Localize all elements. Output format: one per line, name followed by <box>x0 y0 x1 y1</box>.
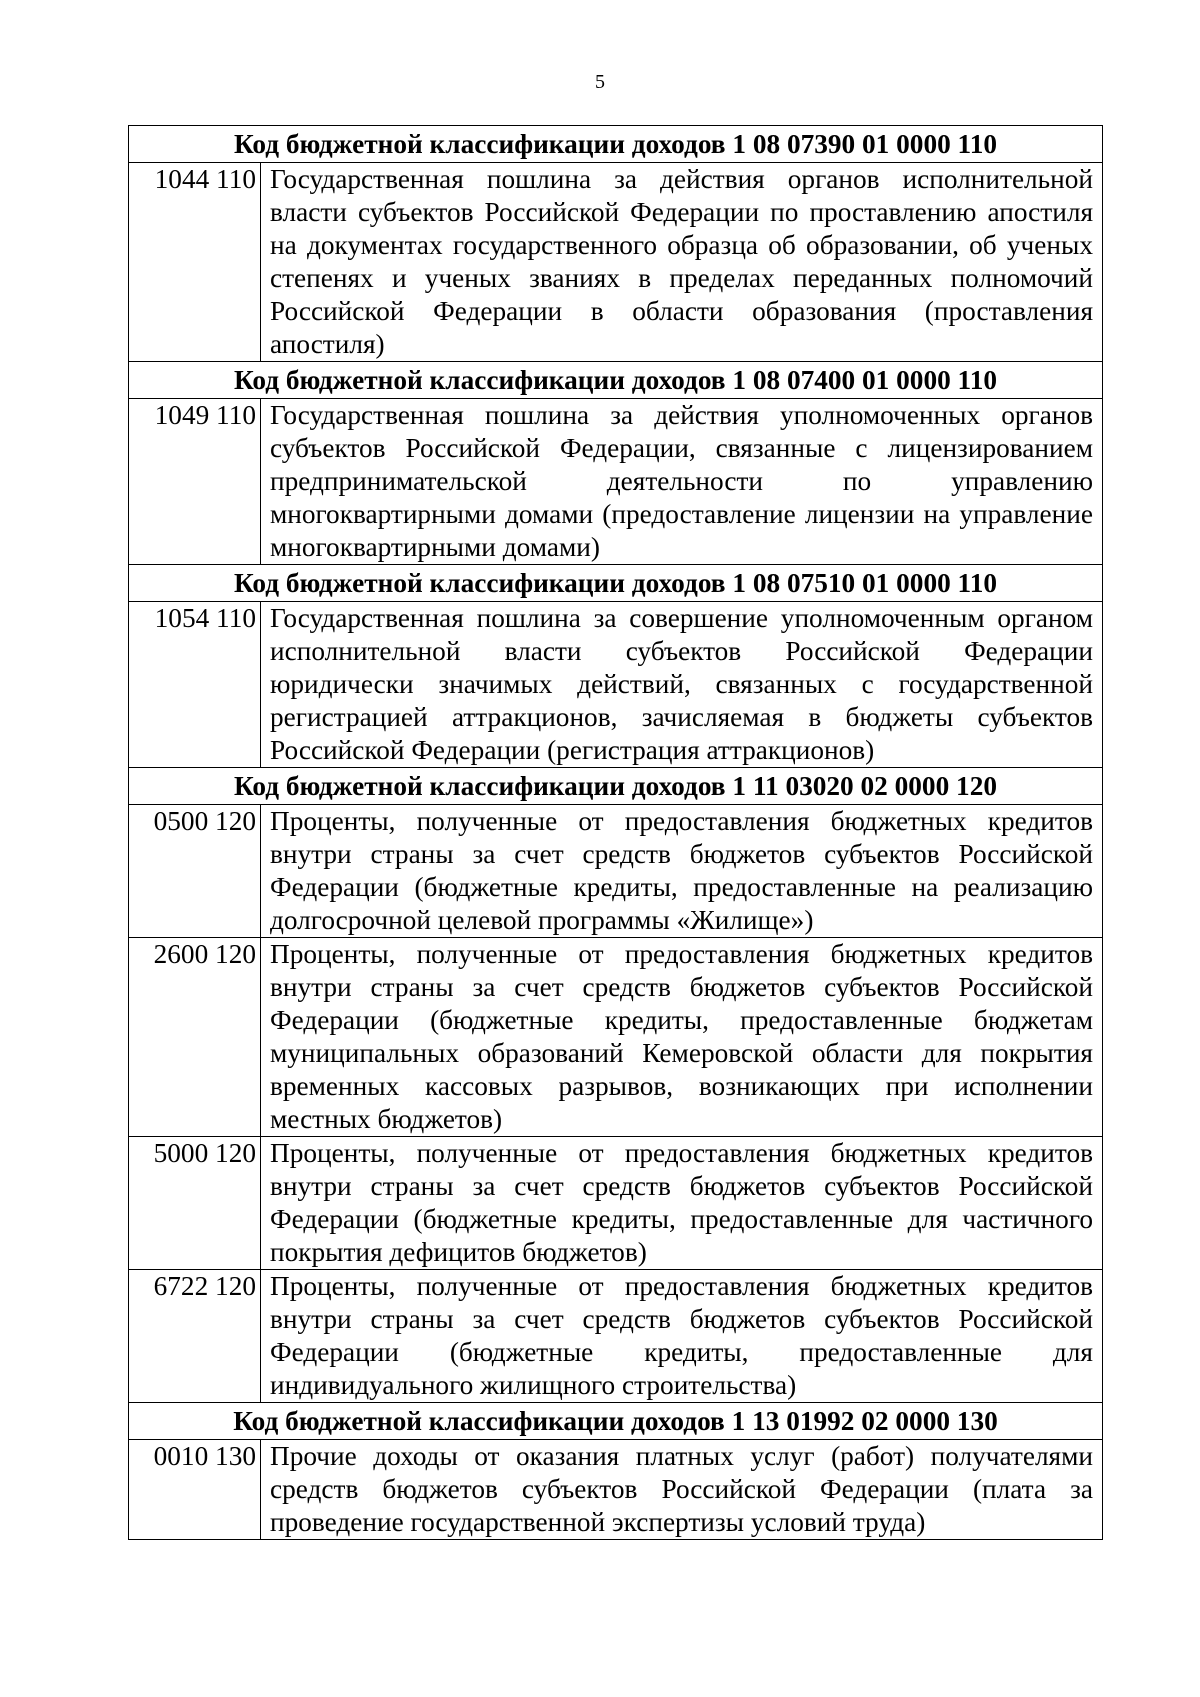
income-code: 0500 120 <box>129 805 261 938</box>
income-description: Государственная пошлина за действия органов исполнительной власти субъектов Российской Федерации по проставлению апостиля на документах государственного образца об образовании, об ученых степенях и ученых званиях в пределах переданных полномочий Российской Федерации в области образования (проставления апостиля) <box>261 163 1103 362</box>
income-description: Проценты, полученные от предоставления бюджетных кредитов внутри страны за счет средств бюджетов субъектов Российской Федерации (бюджетные кредиты, предоставленные на реализацию долгосрочной целевой программы «Жилище») <box>261 805 1103 938</box>
section-header: Код бюджетной классификации доходов 1 08 07390 01 0000 110 <box>129 126 1103 163</box>
table-row <box>129 1137 1103 1270</box>
income-code: 2600 120 <box>129 938 261 1137</box>
table-row <box>129 399 1103 565</box>
income-code: 5000 120 <box>129 1137 261 1270</box>
table-row <box>129 602 1103 768</box>
section-header-row <box>129 565 1103 602</box>
section-header: Код бюджетной классификации доходов 1 13 01992 02 0000 130 <box>129 1403 1103 1440</box>
table-row <box>129 805 1103 938</box>
table-row <box>129 938 1103 1137</box>
income-code: 1049 110 <box>129 399 261 565</box>
table-row <box>129 163 1103 362</box>
income-code: 6722 120 <box>129 1270 261 1403</box>
section-header: Код бюджетной классификации доходов 1 08 07510 01 0000 110 <box>129 565 1103 602</box>
income-description: Проценты, полученные от предоставления бюджетных кредитов внутри страны за счет средств бюджетов субъектов Российской Федерации (бюджетные кредиты, предоставленные бюджетам муниципальных образований Кемеровской области для покрытия временных кассовых разрывов, возникающих при исполнении местных бюджетов) <box>261 938 1103 1137</box>
budget-classification-table <box>128 125 1103 1540</box>
income-code: 0010 130 <box>129 1440 261 1540</box>
table-row <box>129 1440 1103 1540</box>
income-code: 1044 110 <box>129 163 261 362</box>
income-code: 1054 110 <box>129 602 261 768</box>
section-header-row <box>129 1403 1103 1440</box>
income-description: Прочие доходы от оказания платных услуг (работ) получателями средств бюджетов субъектов Российской Федерации (плата за проведение государственной экспертизы условий труда) <box>261 1440 1103 1540</box>
section-header-row <box>129 126 1103 163</box>
section-header-row <box>129 362 1103 399</box>
income-description: Государственная пошлина за действия уполномоченных органов субъектов Российской Федерации, связанные с лицензированием предпринимательской деятельности по управлению многоквартирными домами (предоставление лицензии на управление многоквартирными домами) <box>261 399 1103 565</box>
income-description: Государственная пошлина за совершение уполномоченным органом исполнительной власти субъектов Российской Федерации юридически значимых действий, связанных с государственной регистрацией аттракционов, зачисляемая в бюджеты субъектов Российской Федерации (регистрация аттракционов) <box>261 602 1103 768</box>
income-description: Проценты, полученные от предоставления бюджетных кредитов внутри страны за счет средств бюджетов субъектов Российской Федерации (бюджетные кредиты, предоставленные для частичного покрытия дефицитов бюджетов) <box>261 1137 1103 1270</box>
section-header: Код бюджетной классификации доходов 1 11 03020 02 0000 120 <box>129 768 1103 805</box>
table-row <box>129 1270 1103 1403</box>
section-header: Код бюджетной классификации доходов 1 08 07400 01 0000 110 <box>129 362 1103 399</box>
section-header-row <box>129 768 1103 805</box>
page-number: 5 <box>595 71 605 93</box>
income-description: Проценты, полученные от предоставления бюджетных кредитов внутри страны за счет средств бюджетов субъектов Российской Федерации (бюджетные кредиты, предоставленные для индивидуального жилищного строительства) <box>261 1270 1103 1403</box>
